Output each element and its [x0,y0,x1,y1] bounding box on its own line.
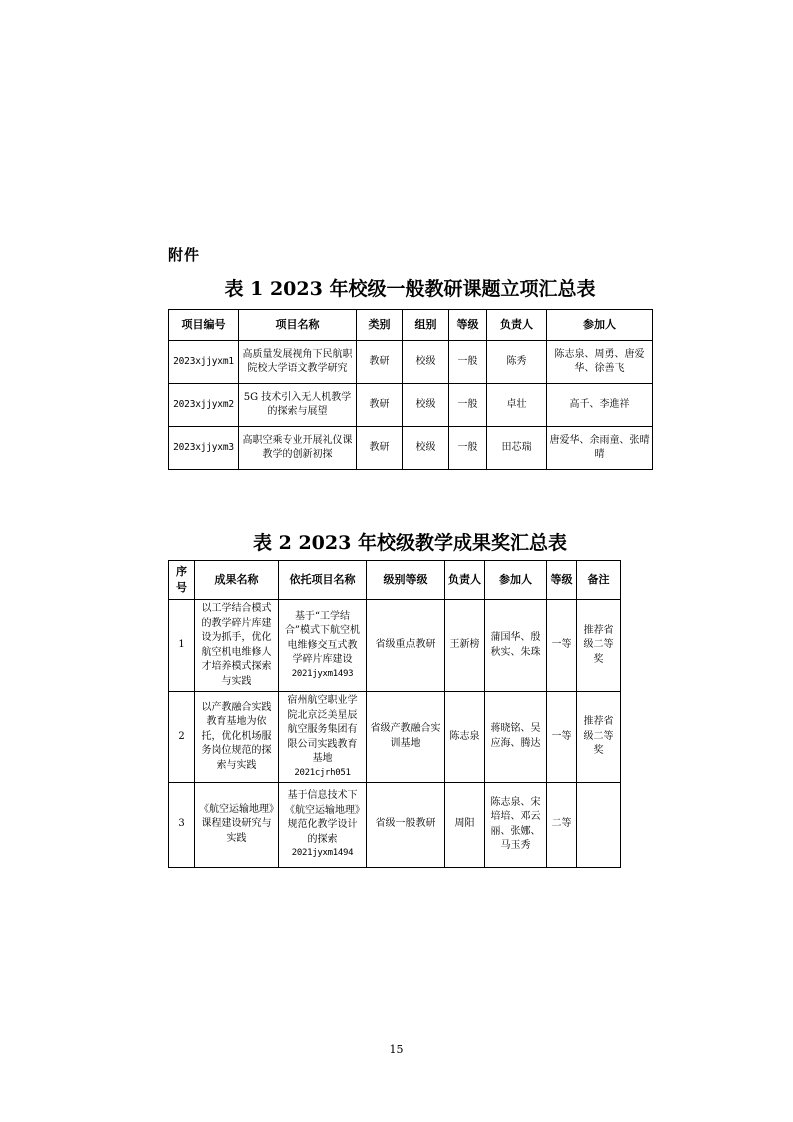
project-title: 宿州航空职业学院北京泛美星辰航空服务集团有限公司实践教育基地 [287,695,358,764]
attachment-label: 附件 [168,246,201,264]
table1-header-cell: 参加人 [547,310,653,341]
table2-header-cell: 备注 [577,561,621,600]
remark: 推荐省级二等奖 [577,692,621,783]
table1-header-cell: 组别 [403,310,449,341]
table-header-row [169,561,621,600]
table2-header-cell: 依托项目名称 [279,561,367,600]
table1-header-cell: 项目名称 [239,310,357,341]
project-name: 5G 技术引入无人机教学的探索与展望 [239,384,357,427]
project-leader: 卓壮 [487,384,547,427]
project-title: 基于“工学结合”模式下航空机电维修交互式教学碎片库建设 [284,610,361,666]
table2-header-cell: 序号 [169,561,195,600]
project-category: 教研 [357,384,403,427]
project-code: 2023xjjyxm2 [169,384,239,427]
table-row [169,427,653,470]
table1-container [168,309,652,470]
row-index: 3 [169,782,195,867]
project-name [279,782,367,867]
remark [577,782,621,867]
table2-header-cell: 参加人 [485,561,547,600]
table-row [169,600,621,692]
project-level: 一般 [449,427,487,470]
table1-title: 表 1 2023 年校级一般教研课题立项汇总表 [224,278,596,300]
project-level: 一般 [449,341,487,384]
table1 [168,309,653,470]
leader: 陈志泉 [445,692,485,783]
table-row [169,384,653,427]
table-header-row [169,310,653,341]
table1-header-cell: 等级 [449,310,487,341]
participants: 蒲国华、殷秋实、朱珠 [485,600,547,692]
project-code: 2021jyxm1493 [291,668,354,679]
project-title: 基于信息技术下《航空运输地理》规范化教学设计的探索 [285,790,360,845]
project-participants: 陈志泉、周勇、唐爱华、徐善飞 [547,341,653,384]
project-category: 教研 [357,341,403,384]
leader: 王新榜 [445,600,485,692]
level-grade: 省级重点教研 [367,600,445,692]
project-leader: 陈秀 [487,341,547,384]
achievement-name: 以工学结合模式的教学碎片库建设为抓手，优化航空机电维修人才培养模式探索与实践 [195,600,279,692]
table2-header-cell: 成果名称 [195,561,279,600]
project-name [279,600,367,692]
table-row [169,692,621,783]
project-name: 高质量发展视角下民航职院校大学语文教学研究 [239,341,357,384]
project-group: 校级 [403,427,449,470]
participants: 蒋晓铭、吴应海、腾达 [485,692,547,783]
remark: 推荐省级二等奖 [577,600,621,692]
leader: 周阳 [445,782,485,867]
table-row [169,782,621,867]
project-level: 一般 [449,384,487,427]
project-group: 校级 [403,341,449,384]
project-participants: 唐爱华、余雨童、张晴晴 [547,427,653,470]
project-code: 2023xjjyxm1 [169,341,239,384]
table2 [168,560,621,868]
grade: 一等 [547,692,577,783]
achievement-name: 《航空运输地理》课程建设研究与实践 [195,782,279,867]
table2-header-cell: 负责人 [445,561,485,600]
table2-title: 表 2 2023 年校级教学成果奖汇总表 [253,532,567,554]
table2-container [168,560,620,868]
project-category: 教研 [357,427,403,470]
table2-header-cell: 等级 [547,561,577,600]
project-name [279,692,367,783]
table1-header-cell: 项目编号 [169,310,239,341]
page-number: 15 [389,1043,404,1056]
participants: 陈志泉、宋培培、邓云丽、张娜、马玉秀 [485,782,547,867]
project-participants: 高千、李進祥 [547,384,653,427]
grade: 一等 [547,600,577,692]
table-row [169,341,653,384]
table2-header-cell: 级别等级 [367,561,445,600]
row-index: 2 [169,692,195,783]
level-grade: 省级产教融合实训基地 [367,692,445,783]
level-grade: 省级一般教研 [367,782,445,867]
table1-header-cell: 类别 [357,310,403,341]
table1-header-cell: 负责人 [487,310,547,341]
project-leader: 田芯瑞 [487,427,547,470]
grade: 二等 [547,782,577,867]
row-index: 1 [169,600,195,692]
project-name: 高职空乘专业开展礼仪课教学的创新初探 [239,427,357,470]
project-code: 2021jyxm1494 [291,848,354,859]
project-code: 2021cjrh051 [294,767,351,778]
project-code: 2023xjjyxm3 [169,427,239,470]
achievement-name: 以产教融合实践教育基地为依托，优化机场服务岗位规范的探索与实践 [195,692,279,783]
project-group: 校级 [403,384,449,427]
